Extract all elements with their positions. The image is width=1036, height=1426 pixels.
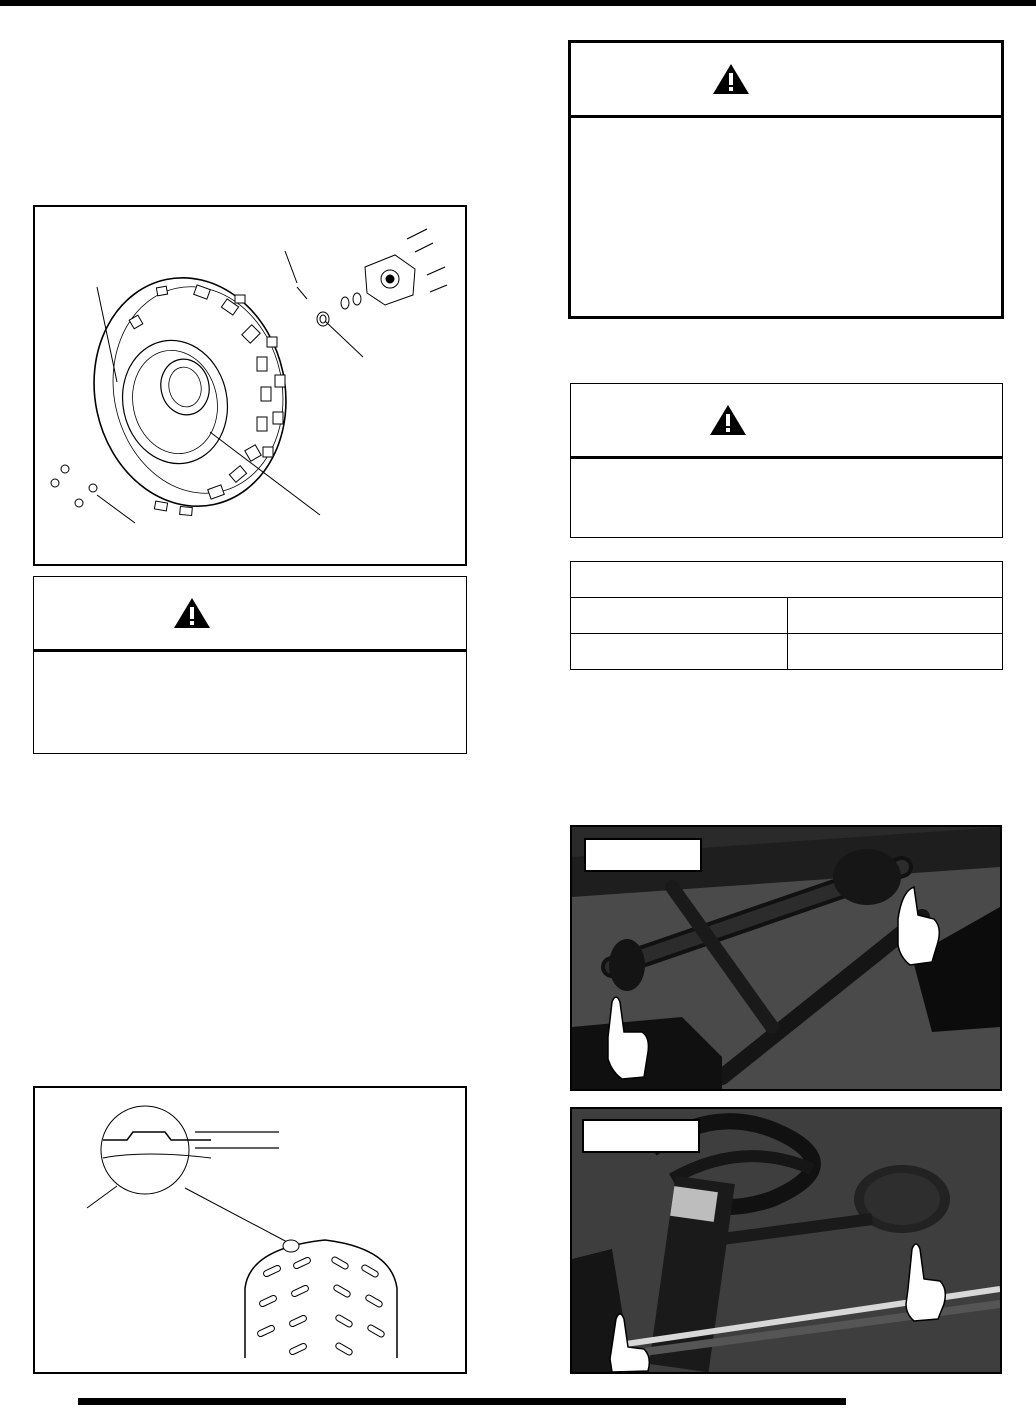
warning-header (571, 384, 1002, 459)
warning-box-right-top (568, 40, 1004, 319)
wheel-exploded-drawing (35, 207, 465, 564)
drive-shaft-photo-2 (570, 1107, 1002, 1374)
tread-depth-drawing (35, 1088, 465, 1372)
warning-header (571, 43, 1001, 118)
table-divider (787, 598, 788, 669)
photo-label (582, 1119, 700, 1153)
drive-shaft-photo-1 (570, 825, 1002, 1091)
wheel-exploded-figure (33, 205, 467, 566)
warning-header (34, 577, 466, 652)
photo-label (584, 838, 702, 872)
spec-table (570, 561, 1003, 670)
top-rule (0, 0, 1036, 6)
warning-box-right-middle (570, 383, 1003, 538)
warning-triangle-icon (172, 596, 212, 630)
warning-triangle-icon (711, 62, 751, 96)
bottom-rule (78, 1398, 846, 1405)
warning-box-left (33, 576, 467, 754)
warning-triangle-icon (708, 403, 748, 437)
tread-depth-figure (33, 1086, 467, 1374)
